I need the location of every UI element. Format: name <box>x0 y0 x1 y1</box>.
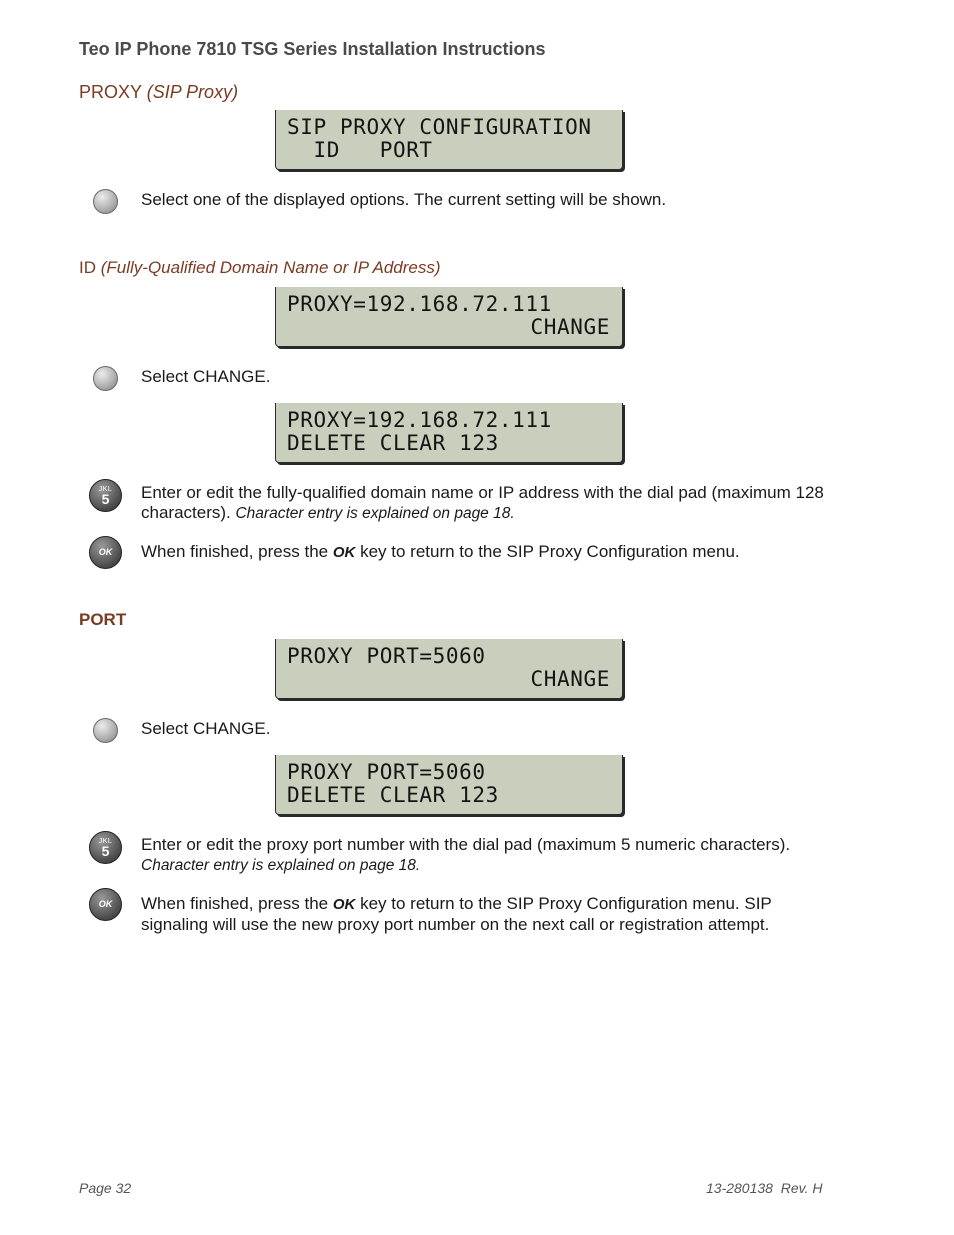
lcd-line-2: DELETE CLEAR 123 <box>287 431 499 455</box>
lcd-line-2: DELETE CLEAR 123 <box>287 783 499 807</box>
lcd-display-proxy-config <box>275 110 623 170</box>
proxy-heading: PROXY <box>79 82 142 102</box>
step-select-change: Select CHANGE. <box>141 719 271 738</box>
ok-key-icon <box>89 536 122 569</box>
lcd-line-1: SIP PROXY CONFIGURATION <box>287 115 592 139</box>
key-number: 5 <box>101 843 110 859</box>
ok-key-label: OK <box>98 899 113 909</box>
step-select-option: Select one of the displayed options. The current setting will be shown. <box>141 190 667 209</box>
softkey-button-icon <box>93 718 118 743</box>
lcd-line-1: PROXY=192.168.72.111 <box>287 408 552 432</box>
step-note: Character entry is explained on page 18. <box>235 505 515 522</box>
step-select-change: Select CHANGE. <box>141 367 271 386</box>
step-press-ok <box>141 894 831 935</box>
lcd-line-1: PROXY PORT=5060 <box>287 644 486 668</box>
lcd-display-proxy-id <box>275 287 623 347</box>
step-press-ok <box>141 542 831 563</box>
lcd-display-proxy-port-edit <box>275 755 623 815</box>
key-letters: JKL <box>98 838 113 845</box>
step-enter-port <box>141 835 831 876</box>
lcd-line-2: CHANGE <box>530 667 610 691</box>
lcd-display-proxy-id-edit <box>275 403 623 463</box>
section-heading-proxy <box>79 82 238 103</box>
section-heading-id <box>79 258 441 278</box>
key-number: 5 <box>101 491 110 507</box>
lcd-line-1: PROXY=192.168.72.111 <box>287 292 552 316</box>
step-text: Enter or edit the fully-qualified domain name or IP address with the dial pad (maximum 128 characters). <box>141 483 824 522</box>
step-enter-id <box>141 483 831 524</box>
step-text-after: key to return to the SIP Proxy Configuration menu. SIP signaling will use the new proxy port number on the next call or registration attempt. <box>141 894 772 934</box>
proxy-heading-subtitle: (SIP Proxy) <box>146 82 239 102</box>
id-heading: ID <box>79 258 96 277</box>
lcd-display-proxy-port <box>275 639 623 699</box>
step-note: Character entry is explained on page 18. <box>141 857 421 874</box>
id-heading-subtitle: (Fully-Qualified Domain Name or IP Address) <box>100 258 441 277</box>
section-heading-port: PORT <box>79 610 127 629</box>
ok-key-icon <box>89 888 122 921</box>
ok-key-label: OK <box>98 547 113 557</box>
lcd-line-1: PROXY PORT=5060 <box>287 760 486 784</box>
lcd-line-2: ID PORT <box>287 138 433 162</box>
dialpad-5-key-icon <box>89 831 122 864</box>
softkey-button-icon <box>93 189 118 214</box>
step-text-after: key to return to the SIP Proxy Configuration menu. <box>360 542 740 561</box>
document-revision: 13-280138 Rev. H <box>706 1180 823 1196</box>
page-number: Page 32 <box>79 1180 132 1196</box>
ok-word: OK <box>332 896 356 913</box>
lcd-line-2: CHANGE <box>530 315 610 339</box>
key-letters: JKL <box>98 486 113 493</box>
dialpad-5-key-icon <box>89 479 122 512</box>
step-text-before: When finished, press the <box>141 894 329 913</box>
step-text-before: When finished, press the <box>141 542 329 561</box>
document-title: Teo IP Phone 7810 TSG Series Installation Instructions <box>79 39 546 59</box>
step-text: Enter or edit the proxy port number with the dial pad (maximum 5 numeric characters). <box>141 835 791 854</box>
ok-word: OK <box>332 544 356 561</box>
softkey-button-icon <box>93 366 118 391</box>
